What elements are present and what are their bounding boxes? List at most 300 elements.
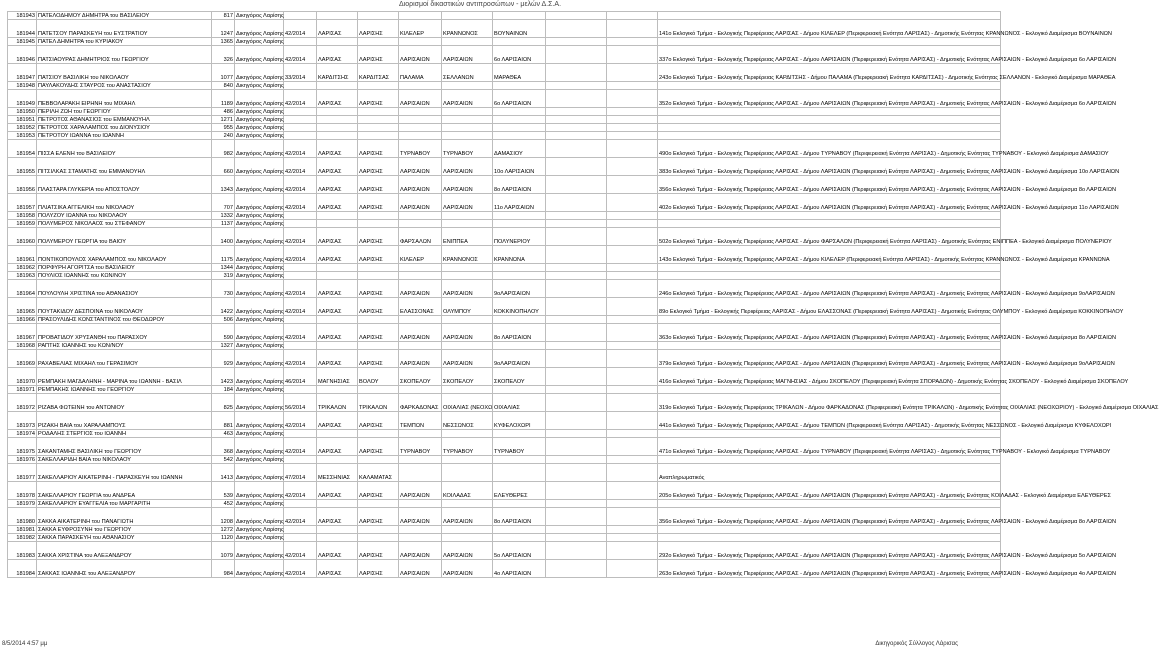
- row-description: 356ο Εκλογικό Τμήμα - Εκλογικής Περιφέρειας ΛΑΡΙΣΑΣ - Δήμου ΛΑΡΙΣΑΙΩΝ (Περιφερειακή Ενότητα ΛΑΡΙΣΑΣ) - Δημοτικής Ενότητας ΛΑΡΙΣΑΙΩΝ - Εκλογικό Διαμέρισμα 8ο ΛΑΡΙΣΑΙΩΝ: [658, 508, 1001, 526]
- row-extra2: [607, 542, 658, 560]
- table-row: [8, 46, 1001, 64]
- table-row: [8, 90, 1001, 108]
- row-extra2: [607, 534, 658, 542]
- row-district: [493, 212, 546, 220]
- row-description: [658, 500, 1001, 508]
- row-court: [358, 430, 399, 438]
- row-district: [493, 342, 546, 350]
- row-type: Δικηγόρος Λαρίσης: [236, 12, 284, 19]
- row-number: 984: [212, 560, 235, 578]
- row-id: 181974: [8, 430, 37, 438]
- row-court: [358, 116, 399, 124]
- table-row: [8, 438, 1001, 456]
- row-region: [317, 526, 358, 534]
- row-extra2: [607, 64, 658, 82]
- row-extra1: [546, 124, 607, 132]
- row-number: 1400: [212, 228, 235, 246]
- row-type: Δικηγόρος Λαρίσης: [236, 132, 284, 139]
- row-municipality: ΛΑΡΙΣΑΙΩΝ: [399, 176, 442, 194]
- row-district: ΕΛΕΥΘΕΡΕΣ: [493, 482, 546, 500]
- row-name: ΠΕΤΡΟΤΟΣ ΧΑΡΑΛΑΜΠΟΣ του ΔΙΟΝΥΣΙΟΥ: [37, 124, 212, 132]
- row-region: ΛΑΡΙΣΑΣ: [317, 176, 358, 194]
- row-number: 825: [212, 394, 235, 412]
- row-extra2: [607, 324, 658, 342]
- row-court: [358, 132, 399, 140]
- row-type: Δικηγόρος Λαρίσης: [235, 438, 284, 456]
- table-row: [8, 324, 1001, 342]
- row-number: 1208: [212, 508, 235, 526]
- row-decision: 46/2014: [284, 368, 317, 386]
- row-type: Δικηγόρος Λαρίσης: [235, 64, 284, 82]
- row-extra1: [546, 394, 607, 412]
- row-unit: [442, 456, 493, 464]
- row-decision: 42/2014: [284, 246, 317, 264]
- table-row: [8, 132, 1001, 140]
- row-region: [317, 456, 358, 464]
- row-region: [317, 108, 358, 116]
- row-region: [317, 342, 358, 350]
- row-description: [658, 108, 1001, 116]
- row-extra2: [607, 246, 658, 264]
- row-unit: [442, 430, 493, 438]
- row-court: ΛΑΡΙΣΗΣ: [358, 140, 399, 158]
- row-type: Δικηγόρος Λαρίσης: [235, 46, 284, 64]
- row-decision: 42/2014: [284, 560, 317, 578]
- row-type: Δικηγόρος Λαρίσης: [235, 176, 284, 194]
- row-court: ΤΡΙΚΑΛΩΝ: [358, 394, 399, 412]
- row-municipality: ΤΕΜΠΩΝ: [399, 412, 442, 430]
- row-decision: [284, 264, 317, 272]
- row-id: 181955: [8, 158, 37, 176]
- row-extra2: [607, 560, 658, 578]
- row-court: [358, 456, 399, 464]
- row-id: 181951: [8, 116, 37, 124]
- row-id: 181971: [8, 386, 37, 394]
- row-number: 1271: [212, 116, 235, 124]
- table-body: [8, 12, 1159, 578]
- row-region: ΛΑΡΙΣΑΣ: [317, 482, 358, 500]
- row-extra2: [607, 116, 658, 124]
- row-id: 181948: [8, 82, 37, 90]
- row-region: [317, 38, 358, 46]
- row-number: 463: [212, 430, 235, 438]
- row-court: [358, 342, 399, 350]
- table-row: [8, 124, 1001, 132]
- row-court: ΛΑΡΙΣΗΣ: [358, 246, 399, 264]
- row-court: ΛΑΡΙΣΗΣ: [358, 438, 399, 456]
- row-type: Δικηγόρος Λαρίσης: [235, 246, 284, 264]
- row-court: ΛΑΡΙΣΗΣ: [358, 298, 399, 316]
- row-decision: [284, 316, 317, 324]
- row-decision: [284, 220, 317, 228]
- row-number: 817: [212, 12, 235, 20]
- row-region: [317, 430, 358, 438]
- row-unit: ΤΥΡΝΑΒΟΥ: [442, 438, 493, 456]
- row-id: 181945: [8, 38, 37, 46]
- row-type: Δικηγόρος Λαρίσης: [235, 412, 284, 430]
- row-court: [358, 220, 399, 228]
- row-district: [493, 12, 546, 20]
- table-row: [8, 272, 1001, 280]
- row-extra1: [546, 324, 607, 342]
- row-court: [358, 500, 399, 508]
- row-district: ΤΥΡΝΑΒΟΥ: [493, 438, 546, 456]
- row-extra2: [607, 158, 658, 176]
- row-unit: ΚΟΙΛΑΔΑΣ: [442, 482, 493, 500]
- row-extra2: [607, 38, 658, 46]
- row-decision: [284, 500, 317, 508]
- row-region: [317, 220, 358, 228]
- row-district: 4ο ΛΑΡΙΣΑΙΩΝ: [493, 560, 546, 578]
- row-unit: ΛΑΡΙΣΑΙΩΝ: [442, 542, 493, 560]
- row-id: 181954: [8, 140, 37, 158]
- row-type: Δικηγόρος Λαρίσης: [236, 342, 284, 349]
- row-decision: 42/2014: [284, 438, 317, 456]
- row-region: ΛΑΡΙΣΑΣ: [317, 20, 358, 38]
- row-type: Δικηγόρος Λαρίσης: [235, 194, 284, 212]
- row-extra1: [546, 526, 607, 534]
- row-unit: [442, 316, 493, 324]
- row-district: [493, 264, 546, 272]
- row-name: ΣΑΚΕΛΛΑΡΙΟΥ ΓΕΩΡΓΙΑ του ΑΝΔΡΕΑ: [37, 482, 212, 500]
- table-row: [8, 430, 1001, 438]
- row-type: Δικηγόρος Λαρίσης: [235, 350, 284, 368]
- row-number: 1332: [212, 212, 235, 220]
- row-decision: 42/2014: [284, 228, 317, 246]
- row-id: 181978: [8, 482, 37, 500]
- row-unit: ΟΙΧΑΛΙΑΣ (ΝΕΟΧΩ: [442, 394, 493, 412]
- row-extra2: [607, 228, 658, 246]
- row-number: 1079: [212, 542, 235, 560]
- row-municipality: ΦΑΡΚΑΔΟΝΑΣ: [399, 394, 442, 412]
- table-row: [8, 264, 1001, 272]
- row-extra1: [546, 438, 607, 456]
- row-decision: 42/2014: [284, 324, 317, 342]
- row-extra2: [607, 20, 658, 38]
- row-id: 181968: [8, 342, 37, 350]
- row-municipality: ΤΥΡΝΑΒΟΥ: [399, 438, 442, 456]
- row-decision: 42/2014: [284, 298, 317, 316]
- row-extra1: [546, 500, 607, 508]
- row-court: [358, 272, 399, 280]
- table-row: [8, 534, 1001, 542]
- row-extra1: [546, 560, 607, 578]
- row-court: ΛΑΡΙΣΗΣ: [358, 508, 399, 526]
- row-extra1: [546, 132, 607, 140]
- row-district: 8ο ΛΑΡΙΣΑΙΩΝ: [493, 324, 546, 342]
- row-number: 1422: [212, 298, 235, 316]
- row-name: ΣΑΚΚΑ ΕΥΦΡΟΣΥΝΗ του ΓΕΩΡΓΙΟΥ: [37, 526, 212, 534]
- row-extra2: [607, 500, 658, 508]
- row-decision: [284, 272, 317, 280]
- row-municipality: [399, 12, 442, 20]
- row-municipality: ΛΑΡΙΣΑΙΩΝ: [399, 560, 442, 578]
- row-municipality: [399, 500, 442, 508]
- row-region: ΛΑΡΙΣΑΣ: [317, 46, 358, 64]
- row-extra1: [546, 176, 607, 194]
- row-region: ΛΑΡΙΣΑΣ: [317, 140, 358, 158]
- row-unit: ΛΑΡΙΣΑΙΩΝ: [442, 90, 493, 108]
- row-region: ΛΑΡΙΣΑΣ: [317, 560, 358, 578]
- row-municipality: ΕΛΑΣΣΟΝΑΣ: [399, 298, 442, 316]
- row-unit: [442, 272, 493, 280]
- row-description: 416ο Εκλογικό Τμήμα - Εκλογικής Περιφέρειας ΜΑΓΝΗΣΙΑΣ - Δήμου ΣΚΟΠΕΛΟΥ (Περιφερειακή Ενότητα ΣΠΟΡΑΔΩΝ) - Δημοτικής Ενότητας ΣΚΟΠΕΛΟΥ - Εκλογικό Διαμέρισμα ΣΚΟΠΕΛΟΥ: [658, 368, 1001, 386]
- row-court: ΚΑΛΑΜΑΤΑΣ: [358, 464, 399, 482]
- row-name: ΡΕΜΠΑΚΗ ΜΑΓΔΑΛΗΝΗ - ΜΑΡΙΝΑ του ΙΩΑΝΝΗ - ΒΑΣΙΛ: [37, 368, 212, 386]
- row-extra1: [546, 12, 607, 20]
- row-name: ΡΕΜΠΑΚΗΣ ΙΩΑΝΝΗΣ του ΓΕΩΡΓΙΟΥ: [37, 386, 212, 394]
- table-row: [8, 560, 1001, 578]
- footer-org: Δικηγορικός Σύλλογος Λάρισας: [875, 641, 958, 647]
- table-row: [8, 412, 1001, 430]
- row-number: 929: [212, 350, 235, 368]
- row-extra1: [546, 534, 607, 542]
- row-district: [493, 116, 546, 124]
- row-decision: [284, 212, 317, 220]
- row-extra2: [607, 82, 658, 90]
- table-row: [8, 508, 1001, 526]
- row-region: [317, 116, 358, 124]
- row-id: 181946: [8, 46, 37, 64]
- row-description: [658, 132, 1001, 140]
- row-extra2: [607, 46, 658, 64]
- row-district: [493, 124, 546, 132]
- row-municipality: ΛΑΡΙΣΑΙΩΝ: [399, 46, 442, 64]
- row-type: Δικηγόρος Λαρίσης: [236, 430, 284, 437]
- row-region: ΛΑΡΙΣΑΣ: [317, 194, 358, 212]
- row-number: 1077: [212, 64, 235, 82]
- row-name: ΠΡΑΣΟΥΛΙΔΗΣ ΚΩΝΣΤΑΝΤΙΝΟΣ του ΘΕΟΔΩΡΟΥ: [37, 316, 212, 324]
- representatives-table: [7, 11, 1159, 578]
- row-description: 263ο Εκλογικό Τμήμα - Εκλογικής Περιφέρειας ΛΑΡΙΣΑΣ - Δήμου ΛΑΡΙΣΑΙΩΝ (Περιφερειακή Ενότητα ΛΑΡΙΣΑΣ) - Δημοτικής Ενότητας ΛΑΡΙΣΑΙΩΝ - Εκλογικό Διαμέρισμα 4ο ΛΑΡΙΣΑΙΩΝ: [658, 560, 1001, 578]
- row-court: ΛΑΡΙΣΗΣ: [358, 542, 399, 560]
- row-district: 11ο ΛΑΡΙΣΑΙΩΝ: [493, 194, 546, 212]
- row-decision: 47/2014: [284, 464, 317, 482]
- row-district: [493, 500, 546, 508]
- table-row: [8, 228, 1001, 246]
- row-district: [493, 220, 546, 228]
- row-municipality: [399, 124, 442, 132]
- row-id: 181966: [8, 316, 37, 324]
- row-type: Δικηγόρος Λαρίσης: [236, 272, 284, 279]
- row-extra1: [546, 38, 607, 46]
- row-decision: 42/2014: [284, 482, 317, 500]
- row-unit: ΛΑΡΙΣΑΙΩΝ: [442, 176, 493, 194]
- table-row: [8, 542, 1001, 560]
- row-extra1: [546, 246, 607, 264]
- row-extra2: [607, 412, 658, 430]
- row-description: 490ο Εκλογικό Τμήμα - Εκλογικής Περιφέρειας ΛΑΡΙΣΑΣ - Δήμου ΤΥΡΝΑΒΟΥ (Περιφερειακή Ενότητα ΛΑΡΙΣΑΣ) - Δημοτικής Ενότητας ΤΥΡΝΑΒΟΥ - Εκλογικό Διαμέρισμα ΔΑΜΑΣΙΟΥ: [658, 140, 1001, 158]
- row-decision: [284, 82, 317, 90]
- row-extra1: [546, 264, 607, 272]
- row-municipality: ΦΑΡΣΑΛΩΝ: [399, 228, 442, 246]
- row-court: [358, 108, 399, 116]
- table-row: [8, 108, 1001, 116]
- row-name: ΣΑΚΕΛΛΑΡΙΟΥ ΕΥΑΓΓΕΛΙΑ του ΜΑΡΓΑΡΙΤΗ: [37, 500, 212, 508]
- row-region: ΛΑΡΙΣΑΣ: [317, 228, 358, 246]
- table-row: [8, 342, 1001, 350]
- row-decision: [284, 386, 317, 394]
- row-id: 181977: [8, 464, 37, 482]
- row-type: Δικηγόρος Λαρίσης: [235, 158, 284, 176]
- row-unit: ΤΥΡΝΑΒΟΥ: [442, 140, 493, 158]
- row-type: Δικηγόρος Λαρίσης: [235, 90, 284, 108]
- row-region: ΛΑΡΙΣΑΣ: [317, 438, 358, 456]
- row-extra1: [546, 20, 607, 38]
- row-unit: ΛΑΡΙΣΑΙΩΝ: [442, 508, 493, 526]
- row-extra1: [546, 64, 607, 82]
- row-decision: [284, 342, 317, 350]
- row-type: Δικηγόρος Λαρίσης: [235, 368, 284, 386]
- row-id: 181961: [8, 246, 37, 264]
- row-district: 10ο ΛΑΡΙΣΑΙΩΝ: [493, 158, 546, 176]
- row-extra2: [607, 482, 658, 500]
- row-municipality: ΛΑΡΙΣΑΙΩΝ: [399, 542, 442, 560]
- row-id: 181960: [8, 228, 37, 246]
- row-name: ΠΕΒΒΟΛΑΡΑΚΗ ΕΙΡΗΝΗ του ΜΙΧΑΗΛ: [37, 90, 212, 108]
- row-unit: ΛΑΡΙΣΑΙΩΝ: [442, 158, 493, 176]
- row-name: ΠΡΟΒΑΤΙΔΟΥ ΧΡΥΣΑΝΘΗ του ΠΑΡΑΣΧΟΥ: [37, 324, 212, 342]
- row-number: 326: [212, 46, 235, 64]
- row-number: 1423: [212, 368, 235, 386]
- table-row: [8, 280, 1001, 298]
- table-row: [8, 12, 1001, 20]
- table-row: [8, 394, 1001, 412]
- row-district: ΚΥΦΕΛΟΧΩΡΙ: [493, 412, 546, 430]
- row-district: ΚΟΚΚΙΝΟΠΗΛΟΥ: [493, 298, 546, 316]
- row-district: 8ο ΛΑΡΙΣΑΙΩΝ: [493, 508, 546, 526]
- row-number: 730: [212, 280, 235, 298]
- row-unit: ΛΑΡΙΣΑΙΩΝ: [442, 324, 493, 342]
- row-unit: [442, 534, 493, 542]
- row-extra2: [607, 132, 658, 140]
- row-number: 1247: [212, 20, 235, 38]
- row-municipality: ΤΥΡΝΑΒΟΥ: [399, 140, 442, 158]
- row-region: [317, 82, 358, 90]
- row-court: ΛΑΡΙΣΗΣ: [358, 350, 399, 368]
- row-type: Δικηγόρος Λαρίσης: [235, 482, 284, 500]
- row-number: 184: [212, 386, 235, 394]
- row-name: ΣΑΚΚΑΣ ΙΩΑΝΝΗΣ του ΑΛΕΞΑΝΔΡΟΥ: [37, 560, 212, 578]
- row-unit: ΣΚΟΠΕΛΟΥ: [442, 368, 493, 386]
- row-description: [658, 430, 1001, 438]
- row-id: 181949: [8, 90, 37, 108]
- row-description: 337ο Εκλογικό Τμήμα - Εκλογικής Περιφέρειας ΛΑΡΙΣΑΣ - Δήμου ΛΑΡΙΣΑΙΩΝ (Περιφερειακή Ενότητα ΛΑΡΙΣΑΣ) - Δημοτικής Ενότητας ΛΑΡΙΣΑΙΩΝ - Εκλογικό Διαμέρισμα 6ο ΛΑΡΙΣΑΙΩΝ: [658, 46, 1001, 64]
- row-unit: [442, 264, 493, 272]
- row-region: [317, 264, 358, 272]
- row-id: 181976: [8, 456, 37, 464]
- row-id: 181943: [8, 12, 37, 20]
- row-description: [658, 38, 1001, 46]
- row-extra2: [607, 316, 658, 324]
- row-number: 319: [212, 272, 235, 280]
- row-region: [317, 12, 358, 20]
- row-extra2: [607, 108, 658, 116]
- row-region: ΛΑΡΙΣΑΣ: [317, 350, 358, 368]
- row-unit: [442, 38, 493, 46]
- row-description: 243ο Εκλογικό Τμήμα - Εκλογικής Περιφέρειας ΚΑΡΔΙΤΣΗΣ - Δήμου ΠΑΛΑΜΑ (Περιφερειακή Ενότητα ΚΑΡΔΙΤΣΑΣ) - Δημοτικής Ενότητας ΣΕΛΛΑΝΩΝ - Εκλογικό Διαμέρισμα ΜΑΡΑΘΕΑ: [658, 64, 1001, 82]
- row-decision: 42/2014: [284, 90, 317, 108]
- row-type: Δικηγόρος Λαρίσης: [236, 212, 284, 219]
- row-region: ΛΑΡΙΣΑΣ: [317, 90, 358, 108]
- row-description: 502ο Εκλογικό Τμήμα - Εκλογικής Περιφέρειας ΛΑΡΙΣΑΣ - Δήμου ΦΑΡΣΑΛΩΝ (Περιφερειακή Ενότητα ΛΑΡΙΣΑΣ) - Δημοτικής Ενότητας ΕΝΙΠΠΕΑ - Εκλογικό Διαμέρισμα ΠΟΛΥΝΕΡΙΟΥ: [658, 228, 1001, 246]
- row-municipality: [399, 534, 442, 542]
- row-district: 6ο ΛΑΡΙΣΑΙΩΝ: [493, 90, 546, 108]
- row-region: [317, 272, 358, 280]
- row-number: 240: [212, 132, 235, 140]
- row-id: 181944: [8, 20, 37, 38]
- row-court: [358, 316, 399, 324]
- row-municipality: ΛΑΡΙΣΑΙΩΝ: [399, 324, 442, 342]
- row-court: ΛΑΡΙΣΗΣ: [358, 560, 399, 578]
- row-description: 441ο Εκλογικό Τμήμα - Εκλογικής Περιφέρειας ΛΑΡΙΣΑΣ - Δήμου ΤΕΜΠΩΝ (Περιφερειακή Ενότητα ΛΑΡΙΣΑΣ) - Δημοτικής Ενότητας ΝΕΣΣΩΝΟΣ - Εκλογικό Διαμέρισμα ΚΥΦΕΛΟΧΩΡΙ: [658, 412, 1001, 430]
- row-extra2: [607, 280, 658, 298]
- row-description: [658, 272, 1001, 280]
- row-decision: 42/2014: [284, 542, 317, 560]
- row-id: 181957: [8, 194, 37, 212]
- row-unit: [442, 526, 493, 534]
- row-type: Δικηγόρος Λαρίσης: [235, 508, 284, 526]
- row-id: 181980: [8, 508, 37, 526]
- row-unit: ΛΑΡΙΣΑΙΩΝ: [442, 46, 493, 64]
- row-id: 181947: [8, 64, 37, 82]
- table-row: [8, 38, 1001, 46]
- row-unit: [442, 132, 493, 140]
- table-row: [8, 246, 1001, 264]
- row-decision: 42/2014: [284, 20, 317, 38]
- row-municipality: [399, 386, 442, 394]
- row-name: ΡΑΧΑΒΕΛΙΑΣ ΜΙΧΑΗΛ του ΓΕΡΑΣΙΜΟΥ: [37, 350, 212, 368]
- row-municipality: [399, 212, 442, 220]
- row-number: 1327: [212, 342, 235, 350]
- row-number: 707: [212, 194, 235, 212]
- row-municipality: ΠΑΛΑΜΑ: [399, 64, 442, 82]
- row-name: ΠΟΛΥΜΕΡΟΣ ΝΙΚΟΛΑΟΣ του ΣΤΕΦΑΝΟΥ: [37, 220, 212, 228]
- row-municipality: ΛΑΡΙΣΑΙΩΝ: [399, 194, 442, 212]
- row-name: ΠΕΤΡΟΤΟΥ ΙΩΑΝΝΑ του ΙΩΑΝΝΗ: [37, 132, 212, 140]
- row-extra1: [546, 412, 607, 430]
- row-unit: ΛΑΡΙΣΑΙΩΝ: [442, 194, 493, 212]
- row-region: [317, 316, 358, 324]
- row-court: ΚΑΡΔΙΤΣΑΣ: [358, 64, 399, 82]
- row-region: [317, 500, 358, 508]
- row-name: ΠΑΤΣΙΑΟΥΡΑΣ ΔΗΜΗΤΡΙΟΣ του ΓΕΩΡΓΙΟΥ: [37, 46, 212, 64]
- row-region: ΜΑΓΝΗΣΙΑΣ: [317, 368, 358, 386]
- row-district: ΚΡΑΝΝΩΝΑ: [493, 246, 546, 264]
- row-number: 1343: [212, 176, 235, 194]
- row-description: 205ο Εκλογικό Τμήμα - Εκλογικής Περιφέρειας ΛΑΡΙΣΑΣ - Δήμου ΛΑΡΙΣΑΙΩΝ (Περιφερειακή Ενότητα ΛΑΡΙΣΑΣ) - Δημοτικής Ενότητας ΚΟΙΛΑΔΑΣ - Εκλογικό Διαμέρισμα ΕΛΕΥΘΕΡΕΣ: [658, 482, 1001, 500]
- row-unit: [442, 464, 493, 482]
- row-municipality: ΛΑΡΙΣΑΙΩΝ: [399, 350, 442, 368]
- table-row: [8, 500, 1001, 508]
- row-region: ΛΑΡΙΣΑΣ: [317, 508, 358, 526]
- row-decision: 33/2014: [284, 64, 317, 82]
- row-decision: 42/2014: [284, 46, 317, 64]
- row-unit: [442, 212, 493, 220]
- row-extra1: [546, 46, 607, 64]
- row-unit: ΕΝΙΠΠΕΑ: [442, 228, 493, 246]
- row-district: [493, 386, 546, 394]
- table-row: [8, 140, 1001, 158]
- row-id: 181962: [8, 264, 37, 272]
- row-extra2: [607, 90, 658, 108]
- row-extra2: [607, 526, 658, 534]
- row-extra2: [607, 464, 658, 482]
- row-type: Δικηγόρος Λαρίσης: [235, 228, 284, 246]
- row-extra2: [607, 508, 658, 526]
- row-decision: [284, 526, 317, 534]
- row-court: ΛΑΡΙΣΗΣ: [358, 176, 399, 194]
